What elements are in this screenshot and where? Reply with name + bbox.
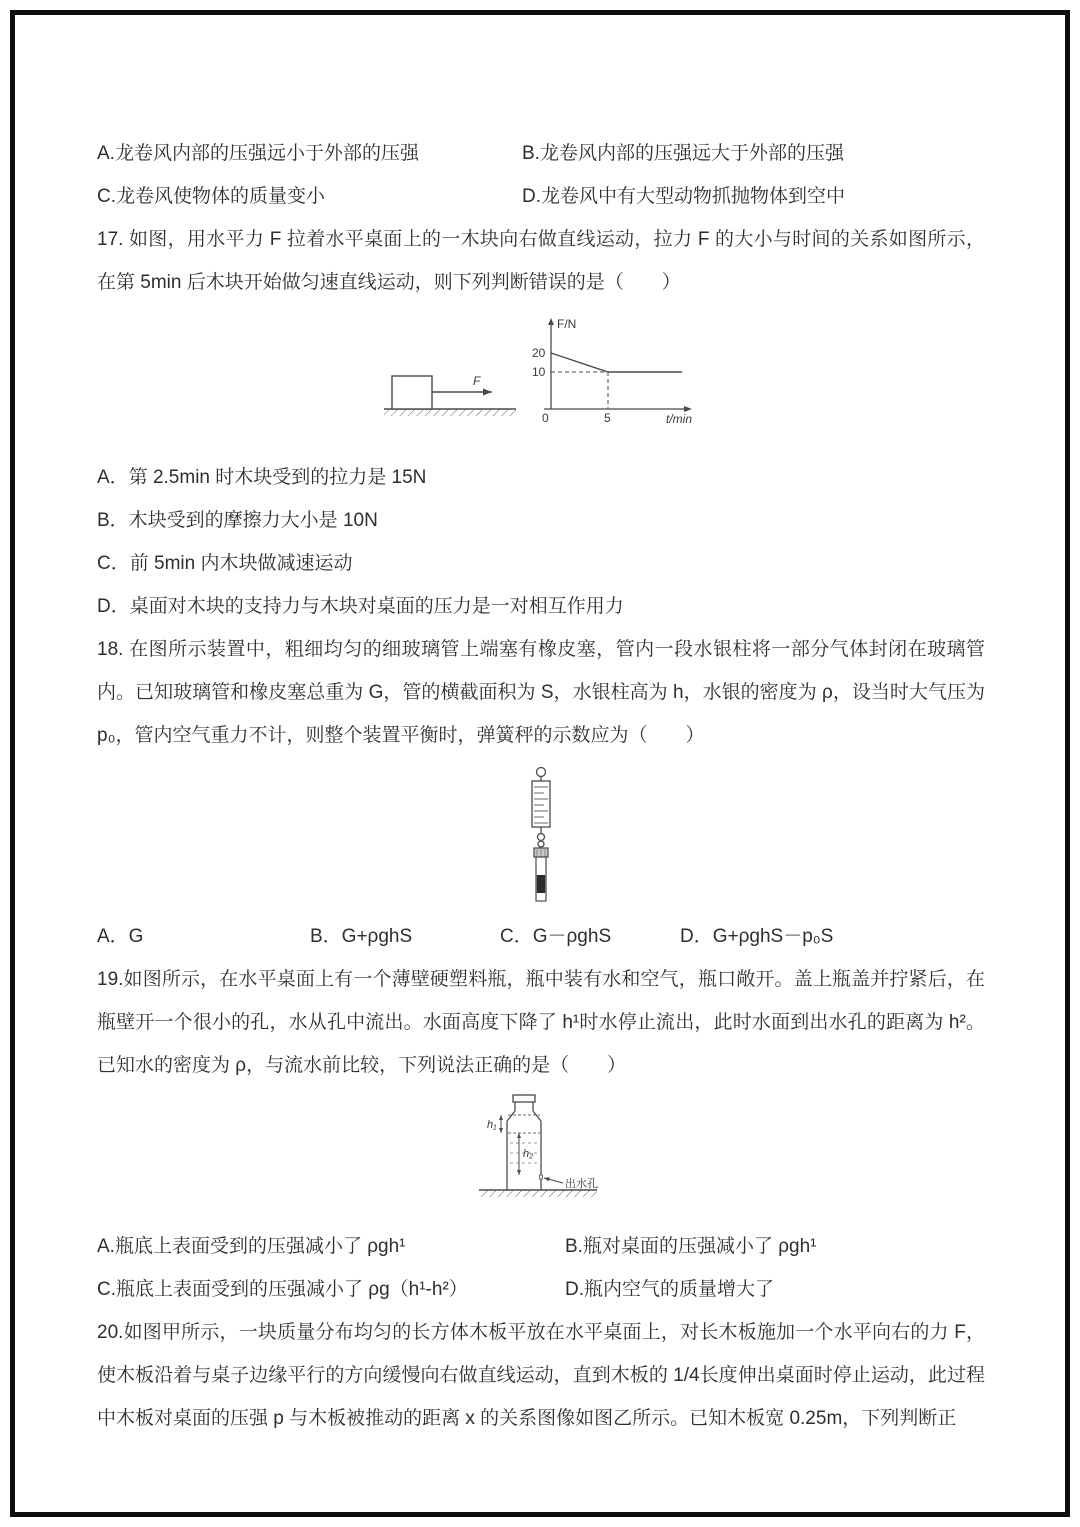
q18-mercury-column <box>537 875 545 893</box>
q16-option-c: C.龙卷风使物体的质量变小 <box>97 186 326 207</box>
q17-option-a: A．第 2.5min 时木块受到的拉力是 15N <box>97 467 427 488</box>
q17-graph-force-line <box>551 353 682 372</box>
q17-option-c: C．前 5min 内木块做减速运动 <box>97 553 353 574</box>
q19-bottle-figure <box>451 1091 631 1209</box>
q16-option-d: D.龙卷风中有大型动物抓抛物体到空中 <box>522 186 846 207</box>
question-18-figure <box>97 757 985 915</box>
q18-option-b: B．G+ρghS <box>310 926 413 947</box>
q16-options-row-1 <box>97 132 985 175</box>
q17-block-and-graph-figure <box>376 312 706 432</box>
q18-hook <box>538 834 545 841</box>
q16-options-row-2 <box>97 175 985 218</box>
q17-option-b: B．木块受到的摩擦力大小是 10N <box>97 510 378 531</box>
q18-top-ring <box>537 768 546 777</box>
question-17-options <box>97 456 985 628</box>
q17-graph-tick-5: 5 <box>604 411 611 425</box>
q18-option-c: C．G－ρghS <box>500 926 612 947</box>
q17-graph-tick-10: 10 <box>532 365 546 379</box>
question-18-stem: 18. 在图所示装置中，粗细均匀的细玻璃管上端塞有橡皮塞，管内一段水银柱将一部分气体封闭在玻璃管内。已知玻璃管和橡皮塞总重为 G，管的横截面积为 S，水银柱高为 h，水银的密度为 ρ，设当时大气压为 p₀，管内空气重力不计，则整个装置平衡时，弹簧秤的示数应为（ ） <box>97 639 985 746</box>
q17-graph-origin: 0 <box>542 411 549 425</box>
q16-option-b: B.龙卷风内部的压强远大于外部的压强 <box>522 143 844 164</box>
question-19-stem: 19.如图所示，在水平桌面上有一个薄壁硬塑料瓶，瓶中装有水和空气，瓶口敞开。盖上瓶盖并拧紧后，在瓶壁开一个很小的孔，水从孔中流出。水面高度下降了 h¹时水停止流出，此时水面到出水孔的距离为 h²。已知水的密度为 ρ，与流水前比较，下列说法正确的是（ ） <box>97 969 985 1076</box>
q19-outlet-hole-label: 出水孔 <box>565 1178 598 1190</box>
q17-ground-hatching <box>384 409 516 416</box>
q19-option-b: B.瓶对桌面的压强减小了 ρgh¹ <box>565 1236 817 1257</box>
q18-spring-scale-body <box>532 781 550 827</box>
q18-option-d: D．G+ρghS－p₀S <box>680 926 834 947</box>
q19-options-row-1 <box>97 1225 985 1268</box>
q18-spring-scale-figure <box>496 763 586 909</box>
q19-option-c: C.瓶底上表面受到的压强减小了 ρg（h¹-h²） <box>97 1279 468 1300</box>
question-19-options <box>97 1225 985 1311</box>
question-17-figure <box>97 304 985 456</box>
q17-graph-y-label: F/N <box>557 317 577 331</box>
exam-page-content <box>97 132 985 1440</box>
q19-ground-hatching <box>479 1190 597 1197</box>
q19-option-d: D.瓶内空气的质量增大了 <box>565 1279 775 1300</box>
question-17-stem: 17. 如图，用水平力 F 拉着水平桌面上的一木块向右做直线运动，拉力 F 的大小与时间的关系如图所示，在第 5min 后木块开始做匀速直线运动，则下列判断错误的是（ ） <box>97 229 985 293</box>
question-18-options <box>97 915 985 958</box>
q19-h2-label: h₂ <box>523 1148 534 1160</box>
q19-outlet-hole <box>540 1175 543 1179</box>
question-16-options <box>97 132 985 218</box>
q17-wood-block <box>392 376 432 409</box>
q18-option-a: A．G <box>97 926 144 947</box>
q17-force-label: F <box>473 374 481 388</box>
q17-option-d: D．桌面对木块的支持力与木块对桌面的压力是一对相互作用力 <box>97 596 624 617</box>
q19-option-a: A.瓶底上表面受到的压强减小了 ρgh¹ <box>97 1236 406 1257</box>
question-20-stem: 20.如图甲所示，一块质量分布均匀的长方体木板平放在水平桌面上，对长木板施加一个水平向右的力 F，使木板沿着与桌子边缘平行的方向缓慢向右做直线运动，直到木板的 1/4长度伸出桌面时停止运动，此过程中木板对桌面的压强 p 与木板被推动的距离 x 的关系图像如图乙所示。已知木板宽 0.25m，下列判断正 <box>97 1322 985 1429</box>
q18-link-ring <box>538 841 544 847</box>
question-19-figure <box>97 1087 985 1225</box>
q17-graph-x-label: t/min <box>666 412 693 426</box>
q19-options-row-2 <box>97 1268 985 1311</box>
q16-option-a: A.龙卷风内部的压强远小于外部的压强 <box>97 143 419 164</box>
q17-graph-tick-20: 20 <box>532 346 546 360</box>
q19-h1-label: h₁ <box>487 1119 497 1131</box>
q19-bottle-cap <box>513 1095 535 1102</box>
